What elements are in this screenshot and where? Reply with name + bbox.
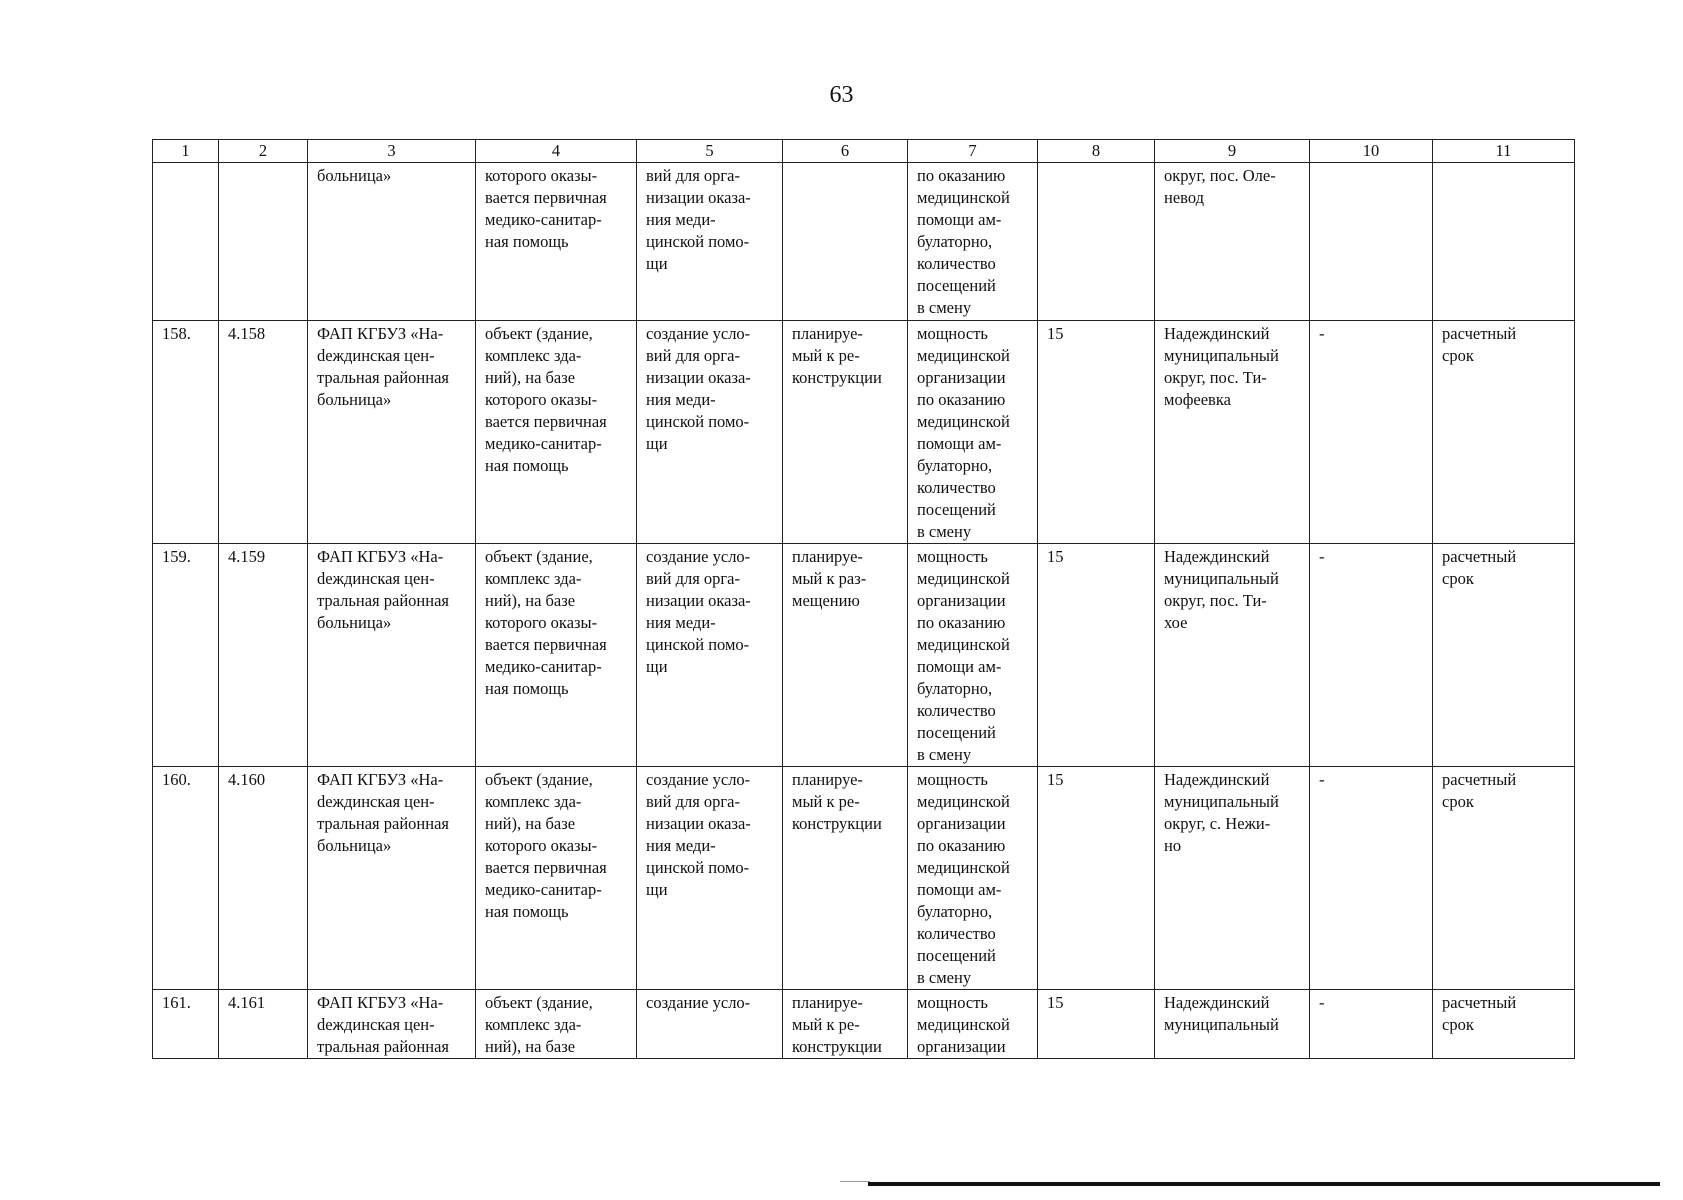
table-cell-item-code — [219, 767, 308, 990]
table-cell-deadline — [1433, 544, 1575, 767]
table-cell-item-code — [219, 321, 308, 544]
cell-text: планируе- мый к ре- конструкции — [792, 324, 882, 387]
cell-text: мощность медицинской организации по оказанию медицинской помощи ам- булаторно, количество посещений в смену — [917, 324, 1010, 541]
data-table — [152, 139, 1575, 1059]
cell-text: объект (здание, комплекс зда- ний), на базе которого оказы- вается первичная медико-санитар- ная помощь — [485, 547, 607, 698]
cell-text: объект (здание, комплекс зда- ний), на базе которого оказы- вается первичная медико-санитар- ная помощь — [485, 324, 607, 475]
table-cell-col-10-value — [1310, 163, 1433, 321]
table-cell-capacity-indicator — [908, 544, 1038, 767]
table-cell-facility-name — [308, 163, 476, 321]
column-header-8: 8 — [1038, 140, 1155, 163]
table-cell-capacity-value — [1038, 990, 1155, 1059]
table-cell-row-number — [153, 321, 219, 544]
table-cell-row-number — [153, 990, 219, 1059]
table-cell-status — [783, 163, 908, 321]
cell-text: расчетный срок — [1442, 547, 1517, 588]
table-cell-deadline — [1433, 163, 1575, 321]
cell-text: 15 — [1047, 324, 1064, 343]
cell-text: - — [1319, 324, 1325, 343]
table-cell-status — [783, 544, 908, 767]
table-cell-status — [783, 990, 908, 1059]
cell-text: 160. — [162, 770, 191, 789]
column-header-5: 5 — [637, 140, 783, 163]
table-cell-purpose — [637, 767, 783, 990]
cell-text: 15 — [1047, 770, 1064, 789]
table-cell-capacity-indicator — [908, 767, 1038, 990]
table-cell-object-type — [476, 163, 637, 321]
table-cell-col-10-value — [1310, 544, 1433, 767]
table-cell-purpose — [637, 321, 783, 544]
cell-text: округ, пос. Оле- невод — [1164, 166, 1276, 207]
table-cell-capacity-value — [1038, 544, 1155, 767]
table-cell-col-10-value — [1310, 990, 1433, 1059]
cell-text: расчетный срок — [1442, 770, 1517, 811]
table-cell-deadline — [1433, 321, 1575, 544]
footer-rule — [868, 1182, 1660, 1186]
cell-text: создание усло- вий для орга- низации оказа- ния меди- цинской помо- щи — [646, 324, 751, 453]
table-row — [153, 767, 1575, 990]
cell-text: 4.161 — [228, 993, 266, 1012]
cell-text: - — [1319, 770, 1325, 789]
cell-text: ФАП КГБУЗ «На- dеждинская цен- тральная районная — [317, 993, 449, 1056]
column-header-11: 11 — [1433, 140, 1575, 163]
table-cell-facility-name — [308, 321, 476, 544]
column-header-3: 3 — [308, 140, 476, 163]
table-cell-item-code — [219, 990, 308, 1059]
cell-text: вий для орга- низации оказа- ния меди- цинской помо- щи — [646, 166, 751, 273]
column-header-9: 9 — [1155, 140, 1310, 163]
table-cell-capacity-value — [1038, 767, 1155, 990]
table-cell-row-number — [153, 163, 219, 321]
table-cell-deadline — [1433, 767, 1575, 990]
table-cell-capacity-value — [1038, 321, 1155, 544]
table-cell-status — [783, 321, 908, 544]
cell-text: Надеждинский муниципальный — [1164, 993, 1279, 1034]
page-number: 63 — [829, 82, 854, 108]
cell-text: 4.160 — [228, 770, 266, 789]
table-row — [153, 544, 1575, 767]
table-cell-purpose — [637, 163, 783, 321]
table-cell-facility-name — [308, 767, 476, 990]
table-cell-item-code — [219, 163, 308, 321]
cell-text: больница» — [317, 166, 392, 185]
table-cell-status — [783, 767, 908, 990]
column-header-10: 10 — [1310, 140, 1433, 163]
table-cell-purpose — [637, 990, 783, 1059]
cell-text: которого оказы- вается первичная медико-санитар- ная помощь — [485, 166, 607, 251]
cell-text: по оказанию медицинской помощи ам- булаторно, количество посещений в смену — [917, 166, 1010, 317]
cell-text: 158. — [162, 324, 191, 343]
table-body — [153, 163, 1575, 1059]
table-cell-location — [1155, 544, 1310, 767]
cell-text: - — [1319, 547, 1325, 566]
cell-text: мощность медицинской организации по оказанию медицинской помощи ам- булаторно, количество посещений в смену — [917, 770, 1010, 987]
cell-text: создание усло- вий для орга- низации оказа- ния меди- цинской помо- щи — [646, 770, 751, 899]
cell-text: 159. — [162, 547, 191, 566]
table-cell-col-10-value — [1310, 321, 1433, 544]
table-cell-capacity-indicator — [908, 163, 1038, 321]
table-cell-object-type — [476, 321, 637, 544]
footer-rule-thin — [840, 1181, 870, 1182]
cell-text: Надеждинский муниципальный округ, пос. Ти- мофеевка — [1164, 324, 1279, 409]
table-cell-location — [1155, 767, 1310, 990]
cell-text: создание усло- — [646, 993, 751, 1012]
table-cell-facility-name — [308, 544, 476, 767]
cell-text: планируе- мый к ре- конструкции — [792, 993, 882, 1056]
table-cell-object-type — [476, 767, 637, 990]
column-header-1: 1 — [153, 140, 219, 163]
table-cell-item-code — [219, 544, 308, 767]
table-row — [153, 321, 1575, 544]
table-cell-col-10-value — [1310, 767, 1433, 990]
cell-text: Надеждинский муниципальный округ, с. Нежи- но — [1164, 770, 1279, 855]
table-cell-facility-name — [308, 990, 476, 1059]
cell-text: 161. — [162, 993, 191, 1012]
table-cell-location — [1155, 321, 1310, 544]
cell-text: расчетный срок — [1442, 993, 1517, 1034]
table-cell-object-type — [476, 990, 637, 1059]
table-cell-deadline — [1433, 990, 1575, 1059]
cell-text: 4.158 — [228, 324, 266, 343]
table-cell-location — [1155, 163, 1310, 321]
table-cell-purpose — [637, 544, 783, 767]
cell-text: объект (здание, комплекс зда- ний), на базе которого оказы- вается первичная медико-санитар- ная помощь — [485, 770, 607, 921]
cell-text: планируе- мый к ре- конструкции — [792, 770, 882, 833]
table-row — [153, 163, 1575, 321]
cell-text: создание усло- вий для орга- низации оказа- ния меди- цинской помо- щи — [646, 547, 751, 676]
table-cell-location — [1155, 990, 1310, 1059]
cell-text: мощность медицинской организации по оказанию медицинской помощи ам- булаторно, количество посещений в смену — [917, 547, 1010, 764]
table-cell-object-type — [476, 544, 637, 767]
cell-text: Надеждинский муниципальный округ, пос. Ти- хое — [1164, 547, 1279, 632]
table-cell-capacity-indicator — [908, 990, 1038, 1059]
table-cell-row-number — [153, 544, 219, 767]
column-header-4: 4 — [476, 140, 637, 163]
header-row — [153, 140, 1575, 163]
cell-text: ФАП КГБУЗ «На- dеждинская цен- тральная районная больница» — [317, 770, 449, 855]
cell-text: 4.159 — [228, 547, 266, 566]
column-header-2: 2 — [219, 140, 308, 163]
cell-text: ФАП КГБУЗ «На- dеждинская цен- тральная районная больница» — [317, 547, 449, 632]
cell-text: планируе- мый к раз- мещению — [792, 547, 867, 610]
table-cell-capacity-value — [1038, 163, 1155, 321]
cell-text: расчетный срок — [1442, 324, 1517, 365]
column-header-7: 7 — [908, 140, 1038, 163]
cell-text: 15 — [1047, 993, 1064, 1012]
table-cell-row-number — [153, 767, 219, 990]
cell-text: - — [1319, 993, 1325, 1012]
cell-text: объект (здание, комплекс зда- ний), на базе — [485, 993, 593, 1056]
cell-text: 15 — [1047, 547, 1064, 566]
cell-text: мощность медицинской организации — [917, 993, 1010, 1056]
table-row — [153, 990, 1575, 1059]
column-header-6: 6 — [783, 140, 908, 163]
table-cell-capacity-indicator — [908, 321, 1038, 544]
cell-text: ФАП КГБУЗ «На- dеждинская цен- тральная районная больница» — [317, 324, 449, 409]
